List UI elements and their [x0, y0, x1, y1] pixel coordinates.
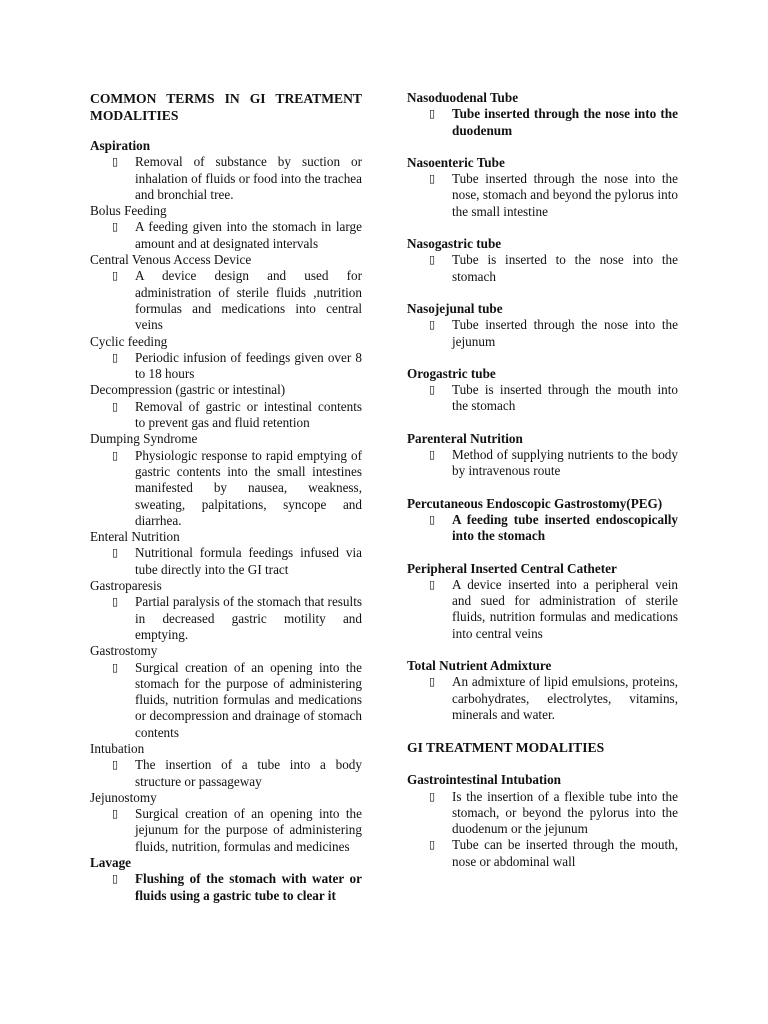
term-title: Nasogastric tube [407, 236, 502, 252]
definition-text: Tube inserted through the nose into the nose, stomach and beyond the pylorus into the small intestine [452, 171, 678, 219]
term-title: Intubation [90, 740, 145, 756]
bullet-icon: ▯ [429, 577, 436, 591]
bullet-icon: ▯ [112, 660, 119, 674]
page-title: COMMON TERMS IN GI TREATMENT MODALITIES [90, 91, 362, 123]
definition-item [407, 106, 678, 139]
term-entry [407, 772, 678, 870]
left-column [90, 90, 362, 904]
term-title: Decompression (gastric or intestinal) [90, 382, 286, 398]
bullet-icon: ▯ [112, 872, 119, 886]
left-term-list [90, 138, 362, 904]
definition-text: Partial paralysis of the stomach that results in decreased gastric motility and emptying. [135, 594, 362, 642]
term-title: Gastrointestinal Intubation [407, 772, 562, 788]
bullet-icon: ▯ [429, 448, 436, 462]
term-entry [90, 643, 362, 741]
term-entry [90, 790, 362, 855]
term-entry [407, 155, 678, 220]
definition-item [407, 674, 678, 723]
definition-text: A device inserted into a peripheral vein and sued for administration of sterile fluids, nutrition formulas and medications into central veins [452, 576, 678, 641]
definition-text: Periodic infusion of feedings given over 8 to 18 hours [135, 349, 362, 382]
term-title: Central Venous Access Device [90, 252, 252, 268]
term-entry [90, 741, 362, 790]
bullet-icon: ▯ [429, 512, 436, 526]
bullet-icon: ▯ [112, 399, 119, 413]
term-title: Enteral Nutrition [90, 529, 180, 545]
bullet-icon: ▯ [112, 807, 119, 821]
term-entry [90, 252, 362, 333]
term-title: Parenteral Nutrition [407, 430, 523, 446]
definition-item [407, 837, 678, 870]
definition-item [407, 447, 678, 480]
term-entry [407, 561, 678, 642]
definition-item [90, 545, 362, 578]
definition-text: A feeding tube inserted endoscopically into the stomach [452, 511, 678, 544]
bullet-icon: ▯ [429, 253, 436, 267]
definition-item [90, 350, 362, 383]
definition-item [407, 577, 678, 642]
bullet-icon: ▯ [429, 107, 436, 121]
definition-item [407, 317, 678, 350]
definition-item [90, 448, 362, 529]
term-entry [407, 301, 678, 350]
term-title: Nasoenteric Tube [407, 154, 505, 170]
bullet-icon: ▯ [112, 546, 119, 560]
bullet-icon: ▯ [429, 172, 436, 186]
term-entry [90, 203, 362, 252]
term-entry [90, 431, 362, 529]
term-title: Total Nutrient Admixture [407, 658, 552, 674]
definition-item [407, 252, 678, 285]
bullet-icon: ▯ [429, 675, 436, 689]
term-title: Jejunostomy [90, 789, 157, 805]
term-title: Gastrostomy [90, 643, 158, 659]
term-title: Dumping Syndrome [90, 431, 198, 447]
term-entry [407, 90, 678, 139]
term-entry [90, 138, 362, 203]
definition-text: Flushing of the stomach with water or fluids using a gastric tube to clear it [135, 871, 362, 903]
term-title: Peripheral Inserted Central Catheter [407, 560, 617, 576]
term-entry [90, 334, 362, 383]
definition-item [90, 806, 362, 855]
term-entry [407, 658, 678, 723]
term-title: Bolus Feeding [90, 203, 167, 219]
bullet-icon: ▯ [112, 269, 119, 283]
definition-text: The insertion of a tube into a body structure or passageway [135, 757, 362, 789]
definition-item [407, 789, 678, 838]
definition-item [407, 171, 678, 220]
term-entry [90, 529, 362, 578]
definition-item [90, 154, 362, 203]
term-title: Gastroparesis [90, 578, 162, 594]
definition-item [90, 594, 362, 643]
term-title: Nasoduodenal Tube [407, 90, 519, 105]
term-entry [407, 366, 678, 415]
definition-item [90, 219, 362, 252]
term-title: Percutaneous Endoscopic Gastrostomy(PEG) [407, 495, 663, 511]
right-term-list [407, 90, 678, 723]
definition-text: Surgical creation of an opening into the stomach for the purpose of administering fluids, nutrition formulas and medications or decompression and drainage of stomach contents [135, 659, 362, 740]
bullet-icon: ▯ [112, 220, 119, 234]
definition-item [407, 382, 678, 415]
definition-text: Physiologic response to rapid emptying of gastric contents into the small intestines manifested by nausea, weakness, sweating, palpitations, syncope and diarrhea. [135, 447, 362, 528]
definition-text: Tube is inserted to the nose into the stomach [452, 252, 678, 284]
right-column [407, 90, 678, 870]
definition-text: Tube is inserted through the mouth into the stomach [452, 382, 678, 414]
definition-text: Surgical creation of an opening into the jejunum for the purpose of administering fluids, nutrition, formulas and medicines [135, 806, 362, 854]
definition-item [90, 757, 362, 790]
definition-item [90, 268, 362, 333]
term-title: Lavage [90, 855, 132, 871]
section-title: GI TREATMENT MODALITIES [407, 740, 605, 756]
bullet-icon: ▯ [112, 595, 119, 609]
bullet-icon: ▯ [112, 758, 119, 772]
term-entry [90, 382, 362, 431]
definition-text: Tube inserted through the nose into the duodenum [452, 106, 678, 138]
term-entry [407, 431, 678, 480]
definition-text: An admixture of lipid emulsions, proteins, carbohydrates, electrolytes, vitamins, minerals and water. [452, 674, 678, 722]
bullet-icon: ▯ [112, 448, 119, 462]
definition-text: Is the insertion of a flexible tube into the stomach, or beyond the pylorus into the duodenum or the jejunum [452, 788, 678, 837]
definition-item [90, 871, 362, 904]
definition-item [407, 512, 678, 545]
term-title: Orogastric tube [407, 365, 496, 381]
definition-text: Tube inserted through the nose into the jejunum [452, 317, 678, 349]
definition-text: A feeding given into the stomach in large amount and at designated intervals [135, 219, 362, 251]
term-title: Aspiration [90, 138, 151, 153]
term-title: Cyclic feeding [90, 333, 168, 349]
definition-text: Tube can be inserted through the mouth, nose or abdominal wall [452, 837, 678, 869]
definition-item [90, 660, 362, 741]
bullet-icon: ▯ [429, 318, 436, 332]
term-entry [90, 855, 362, 904]
term-entry [90, 578, 362, 643]
definition-text: Removal of gastric or intestinal contents to prevent gas and fluid retention [135, 398, 362, 431]
bullet-icon: ▯ [429, 383, 436, 397]
term-title: Nasojejunal tube [407, 300, 503, 316]
bullet-icon: ▯ [429, 838, 436, 852]
term-entry [407, 496, 678, 545]
definition-text: Removal of substance by suction or inhalation of fluids or food into the trachea and bronchial tree. [135, 154, 362, 202]
definition-text: A device design and used for administration of sterile fluids ,nutrition formulas and medications into central veins [135, 268, 362, 333]
term-entry [407, 236, 678, 285]
bullet-icon: ▯ [112, 155, 119, 169]
definition-item [90, 399, 362, 432]
definition-text: Method of supplying nutrients to the body by intravenous route [452, 447, 678, 479]
definition-text: Nutritional formula feedings infused via tube directly into the GI tract [135, 545, 362, 577]
bullet-icon: ▯ [112, 350, 119, 364]
bullet-icon: ▯ [429, 789, 436, 803]
